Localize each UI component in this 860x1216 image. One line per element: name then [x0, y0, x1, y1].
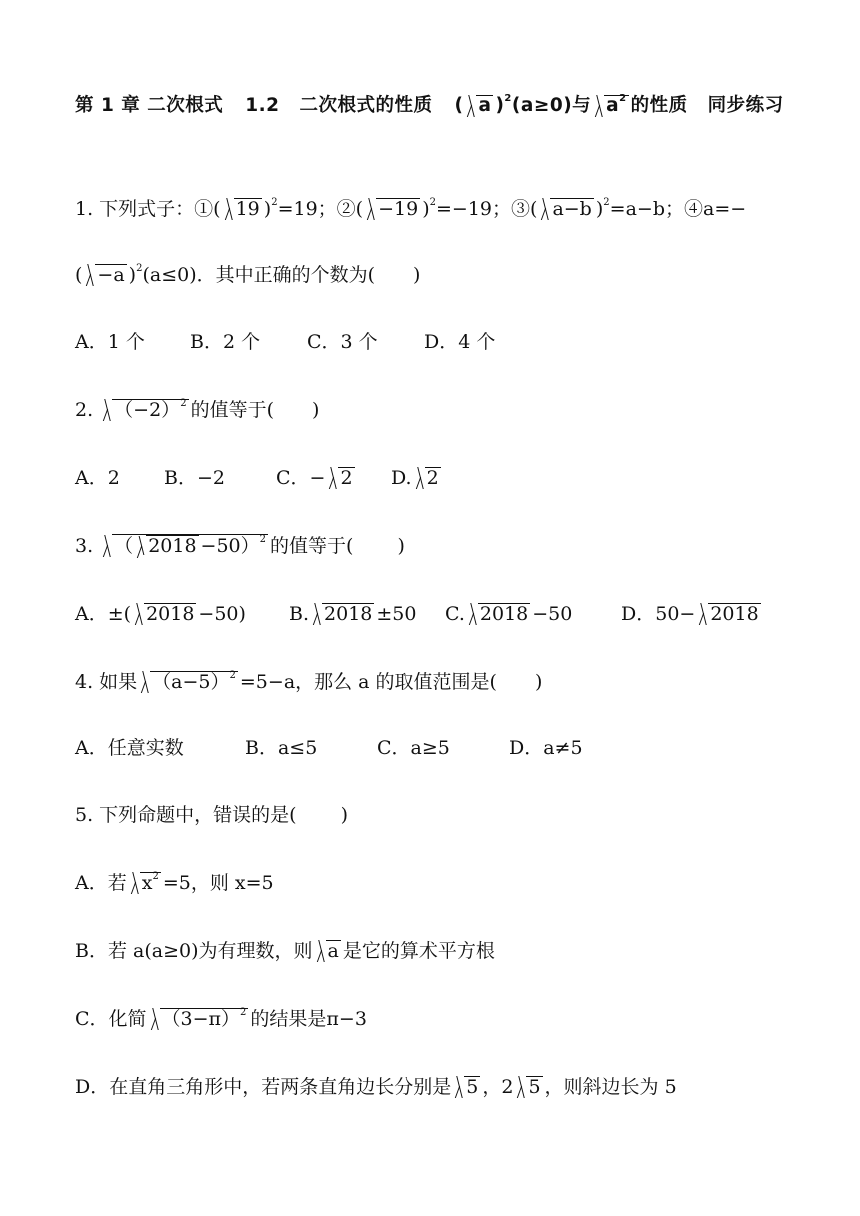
option-c[interactable]: C．− 2	[276, 467, 353, 489]
option-b[interactable]: B．a≤5	[245, 737, 318, 759]
chapter-label: 第 1 章 二次根式	[75, 95, 224, 116]
sqrt-symbol: 2	[412, 466, 441, 490]
sqrt-symbol: a	[463, 94, 493, 118]
title-suffix: 同步练习	[707, 95, 784, 116]
option-a[interactable]: A．1 个	[75, 331, 145, 353]
option-c[interactable]: C. 2018 −50	[445, 603, 573, 625]
question-3-stem: 3. （ 2018 −50）$^2$ 的值等于( )	[75, 534, 405, 557]
question-2-stem: 2. $(-2)^2$ 的值等于( )	[75, 398, 320, 421]
question-5-option-b[interactable]: B．若 a(a≥0)为有理数，则 a 是它的算术平方根	[75, 940, 495, 962]
worksheet-title: 第 1 章 二次根式 1.2 二次根式的性质 ( a )$^2$(a≥0)与 $a^2$ 的性质 同步练习	[75, 93, 784, 116]
sqrt-symbol: （ 2018 −50）$^2$	[99, 534, 268, 558]
sqrt-symbol: $(a-5)^2$	[137, 670, 238, 694]
option-a[interactable]: A．2	[75, 467, 120, 489]
question-4-options	[75, 736, 583, 760]
question-1-line-2: ( −a )$^2$(a≤0)．其中正确的个数为( )	[75, 263, 421, 286]
option-a[interactable]: A．±( 2018 −50)	[75, 603, 246, 625]
sqrt-symbol: a−b	[537, 197, 593, 221]
question-4-stem: 4. 如果 $(a-5)^2 =5-a$，那么 a 的取值范围是( )	[75, 670, 543, 693]
option-d[interactable]: D．4 个	[424, 331, 496, 353]
option-d[interactable]: D. 2	[391, 467, 439, 489]
question-5-option-c[interactable]: C．化简 $(3-\pi)^2$ 的结果是π−3	[75, 1007, 367, 1030]
section-number: 1.2	[245, 95, 280, 116]
question-3-options	[75, 602, 763, 626]
sqrt-symbol: 5	[513, 1075, 542, 1099]
sqrt-symbol: $(3-\pi)^2$	[147, 1007, 249, 1031]
option-b[interactable]: B．−2	[164, 467, 225, 489]
option-b[interactable]: B．2 个	[190, 331, 261, 353]
option-a[interactable]: A．任意实数	[75, 737, 184, 759]
question-1-line-1: 1. 下列式子：①( 19 )$^2$=19；②( −19 )$^2$=−19；③( a−b )$^2$=a−b；④a=−	[75, 197, 747, 220]
sqrt-symbol: 2018	[309, 602, 374, 626]
option-c[interactable]: C．a≥5	[377, 737, 450, 759]
sqrt-symbol: a	[313, 939, 341, 963]
option-b[interactable]: B. 2018 ±50	[289, 603, 417, 625]
sqrt-symbol: $(-2)^2$	[99, 398, 188, 422]
sqrt-symbol: 2018	[465, 602, 530, 626]
question-2-options	[75, 466, 443, 490]
sqrt-symbol: 2018	[131, 602, 196, 626]
topic-label: 二次根式的性质	[299, 95, 433, 116]
sqrt-symbol: 2018	[695, 602, 760, 626]
option-d[interactable]: D．50− 2018	[621, 603, 759, 625]
sqrt-symbol: −19	[363, 197, 420, 221]
sqrt-symbol: $x^2$	[127, 871, 161, 895]
question-5-option-d[interactable]: D．在直角三角形中，若两条直角边长分别是 5 ，2 5 ，则斜边长为 5	[75, 1076, 677, 1098]
sqrt-symbol: 2	[325, 466, 354, 490]
question-1-options	[75, 330, 495, 354]
question-5-stem: 5. 下列命题中，错误的是( )	[75, 804, 349, 826]
sqrt-symbol: 5	[451, 1075, 480, 1099]
question-5-option-a[interactable]: A．若 $x^2 =5$，则 x=5	[75, 871, 274, 894]
sqrt-symbol: 2018	[133, 535, 198, 556]
sqrt-symbol: −a	[82, 263, 126, 287]
option-c[interactable]: C．3 个	[307, 331, 378, 353]
sqrt-symbol: 19	[221, 197, 262, 221]
sqrt-symbol: $a^2$	[591, 94, 628, 118]
option-d[interactable]: D．a≠5	[509, 737, 583, 759]
